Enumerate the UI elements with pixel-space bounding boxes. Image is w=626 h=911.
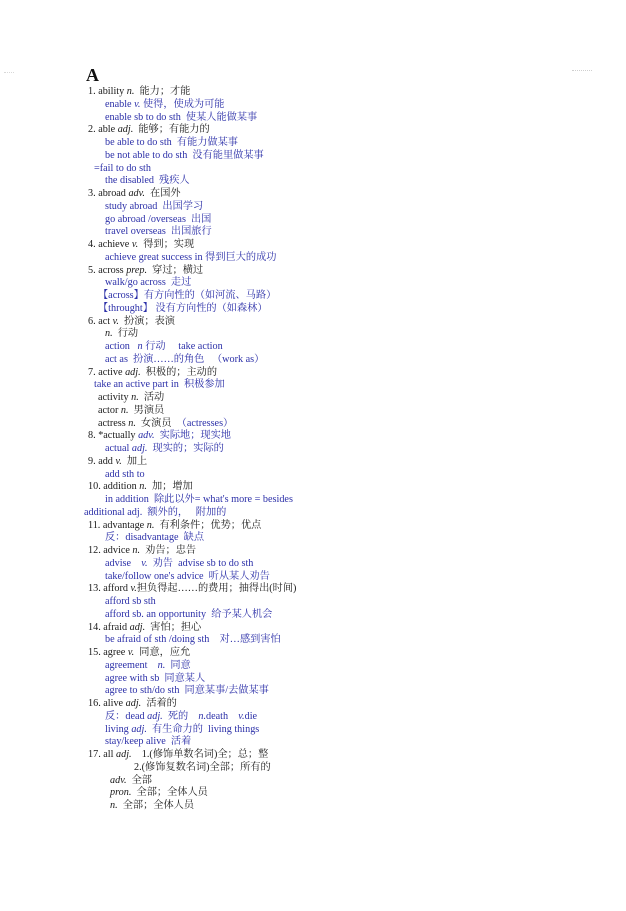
entry-headword-line <box>86 545 606 558</box>
entry-text: 积极的；主动的 <box>140 366 218 378</box>
entry-text: 【throught】 没有方向性的（如森林） <box>98 302 268 314</box>
entry-detail-line <box>86 736 606 749</box>
entry-list <box>86 86 606 813</box>
entry-detail-line <box>86 685 606 698</box>
entry-detail-line <box>86 724 606 737</box>
entry-text: actress <box>98 417 129 429</box>
part-of-speech: n. <box>120 404 129 416</box>
entry-detail-line <box>86 762 606 775</box>
entry-detail-line <box>86 596 606 609</box>
entry-text: 11. advantage <box>88 519 147 531</box>
entry-text: 1.(修饰单数名词)全；总；整 <box>131 749 269 760</box>
entry-detail-line <box>86 175 606 188</box>
entry-text: 在国外 <box>144 188 181 199</box>
entry-text: action <box>105 341 138 352</box>
entry-text: 15. agree <box>88 647 128 658</box>
entry-detail-line <box>86 673 606 686</box>
entry-text: advise <box>105 557 142 569</box>
entry-detail-line <box>86 800 606 813</box>
entry-text: enable <box>105 98 135 110</box>
entry-text: 8. *actually <box>88 430 139 442</box>
entry-text: be afraid of sth /doing sth 对…感到害怕 <box>105 634 281 646</box>
entry-text: activity <box>98 392 132 403</box>
entry-text: take an active part in 积极参加 <box>94 379 225 391</box>
entry-detail-line <box>86 532 606 545</box>
part-of-speech: pron. <box>110 787 132 799</box>
entry-detail-line <box>86 775 606 788</box>
entry-text: 穿过；横过 <box>147 264 204 276</box>
part-of-speech: adv. <box>110 774 127 786</box>
entry-text: act as 扮演……的角色 （work as） <box>105 353 265 365</box>
entry-headword-line <box>86 188 606 201</box>
scan-mark-left <box>4 72 14 75</box>
entry-text: 扮演；表演 <box>118 315 175 327</box>
entry-detail-line <box>86 163 606 176</box>
entry-detail-line <box>86 469 606 482</box>
entry-text: 2.(修饰复数名词)全部；所有的 <box>134 761 271 773</box>
entry-headword-line <box>86 749 606 762</box>
entry-text: 担负得起……的费用；抽得出(时间) <box>136 583 297 595</box>
entry-text: 17. all <box>88 749 117 760</box>
entry-text: 使得，使成为可能 <box>140 98 225 110</box>
entry-detail-line <box>86 137 606 150</box>
entry-headword-line <box>86 239 606 252</box>
part-of-speech: adj. <box>147 710 163 722</box>
part-of-speech: n. <box>146 519 155 531</box>
entry-detail-line <box>86 303 606 316</box>
entry-text: 女演员 <box>135 417 177 429</box>
part-of-speech: adv. <box>138 430 155 442</box>
entry-text: the disabled 残疾人 <box>105 175 190 187</box>
entry-text: 全部；全体人员 <box>117 800 195 811</box>
entry-detail-line <box>86 711 606 724</box>
entry-text: add sth to <box>105 468 145 480</box>
entry-text: 12. advice <box>88 545 133 556</box>
entry-text: 14. afraid <box>88 621 130 633</box>
part-of-speech: v. <box>130 583 137 595</box>
entry-headword-line <box>86 520 606 533</box>
entry-headword-line <box>86 583 606 596</box>
part-of-speech: n. <box>198 710 207 722</box>
entry-text: 6. act <box>88 315 113 327</box>
entry-text: 全部；全体人员 <box>131 787 208 799</box>
part-of-speech: adj. <box>125 366 141 378</box>
entry-text: enable sb to do sth 使某人能做某事 <box>105 111 258 123</box>
entry-text: take/follow one's advice 听从某人劝告 <box>105 570 270 582</box>
part-of-speech: v. <box>134 98 141 110</box>
part-of-speech: v. <box>238 710 245 722</box>
entry-detail-line <box>86 290 606 303</box>
entry-text: 全部 <box>126 774 152 786</box>
entry-text: 行动 take action <box>142 341 223 352</box>
entry-detail-line <box>86 328 606 341</box>
part-of-speech: prep. <box>126 264 148 276</box>
entry-text: 现实的；实际的 <box>147 443 224 454</box>
part-of-speech: n <box>137 341 143 352</box>
entry-headword-line <box>86 86 606 99</box>
section-letter-heading: A <box>86 65 99 85</box>
entry-headword-line <box>86 481 606 494</box>
entry-headword-line <box>86 622 606 635</box>
entry-detail-line <box>86 443 606 456</box>
entry-detail-line <box>86 379 606 392</box>
part-of-speech: adj. <box>131 443 148 454</box>
entry-text: 劝告；忠告 <box>140 545 197 556</box>
entry-text: actor <box>98 404 121 416</box>
entry-headword-line <box>86 367 606 380</box>
entry-text: 有生命力的 living things <box>146 723 260 735</box>
entry-detail-line <box>86 112 606 125</box>
entry-text: death <box>206 710 239 722</box>
entry-text: agreement <box>105 659 158 671</box>
vocabulary-page <box>86 64 606 813</box>
part-of-speech: adj. <box>117 124 134 136</box>
entry-detail-line <box>86 252 606 265</box>
entry-detail-line <box>86 571 606 584</box>
part-of-speech: n. <box>105 328 113 340</box>
part-of-speech: v. <box>112 315 119 327</box>
entry-text: 加；增加 <box>146 481 193 493</box>
part-of-speech: n. <box>157 659 166 671</box>
entry-text: achieve great success in 得到巨大的成功 <box>105 251 277 263</box>
entry-text: go abroad /overseas 出国 <box>105 213 212 225</box>
part-of-speech: v. <box>131 239 139 250</box>
entry-text: stay/keep alive 活着 <box>105 736 192 748</box>
entry-text: 男演员 <box>128 404 165 416</box>
entry-text: study abroad 出国学习 <box>105 200 204 212</box>
entry-text: 害怕；担心 <box>145 621 202 633</box>
entry-detail-line <box>86 354 606 367</box>
entry-text: 【across】有方向性的（如河流、马路） <box>98 290 277 301</box>
entry-detail-line <box>86 341 606 354</box>
entry-text: additional adj. 额外的， 附加的 <box>84 506 227 518</box>
entry-text: 同意 <box>165 659 191 671</box>
entry-text: 反：disadvantage 缺点 <box>105 532 205 544</box>
entry-text: afford sb. an opportunity 给予某人机会 <box>105 608 273 620</box>
part-of-speech: adj. <box>129 621 146 633</box>
entry-detail-line <box>86 634 606 647</box>
entry-text: in addition 除此以外= what's more = besides <box>105 494 293 505</box>
entry-text: die <box>244 710 258 722</box>
entry-text: 16. alive <box>88 698 126 709</box>
entry-detail-line <box>86 150 606 163</box>
entry-headword-line <box>86 698 606 711</box>
entry-text: 能够；有能力的 <box>133 124 210 136</box>
part-of-speech: n. <box>139 481 147 493</box>
entry-text: =fail to do sth <box>94 162 151 174</box>
part-of-speech: v. <box>141 557 148 569</box>
entry-text: 实际地；现实地 <box>154 430 231 442</box>
entry-detail-line <box>86 214 606 227</box>
entry-detail-line <box>86 405 606 418</box>
entry-headword-line <box>86 430 606 443</box>
entry-detail-line <box>86 558 606 571</box>
entry-text: 得到；实现 <box>138 239 195 250</box>
entry-detail-line <box>86 660 606 673</box>
entry-text: actual <box>105 443 132 454</box>
part-of-speech: n. <box>126 86 135 97</box>
entry-text: 10. addition <box>88 481 140 493</box>
entry-text: 反：dead <box>105 710 148 722</box>
entry-detail-line <box>86 277 606 290</box>
entry-text: agree with sb 同意某人 <box>105 672 206 684</box>
entry-text: 9. add <box>88 455 116 467</box>
entry-detail-line <box>84 507 606 520</box>
entry-text: be not able to do sth 没有能里做某事 <box>105 149 264 161</box>
entry-detail-line <box>86 201 606 214</box>
entry-headword-line <box>86 265 606 278</box>
entry-headword-line <box>86 124 606 137</box>
entry-text: 7. active <box>88 366 126 378</box>
part-of-speech: n. <box>128 417 136 429</box>
part-of-speech: v. <box>115 455 122 467</box>
entry-text: 2. able <box>88 124 118 136</box>
entry-text: 能力；才能 <box>134 86 191 97</box>
part-of-speech: n. <box>131 392 139 403</box>
entry-detail-line <box>86 392 606 405</box>
entry-text: afford sb sth <box>105 596 156 607</box>
part-of-speech: v. <box>127 647 135 658</box>
entry-detail-line <box>86 494 606 507</box>
entry-text: 死的 <box>162 710 199 722</box>
entry-headword-line <box>86 647 606 660</box>
entry-text: 13. afford <box>88 583 131 595</box>
entry-text: travel overseas 出国旅行 <box>105 226 212 238</box>
entry-detail-line <box>86 226 606 239</box>
entry-text: 活着的 <box>141 698 177 709</box>
entry-text: walk/go across 走过 <box>105 277 192 289</box>
entry-detail-line <box>86 609 606 622</box>
entry-text: 3. abroad <box>88 188 129 199</box>
entry-headword-line <box>86 316 606 329</box>
entry-text: 加上 <box>121 455 148 467</box>
entry-detail-line <box>86 418 606 431</box>
entry-text: （actresses） <box>176 417 234 429</box>
entry-detail-line <box>86 787 606 800</box>
entry-text: 1. ability <box>88 86 127 97</box>
part-of-speech: adj. <box>125 698 142 709</box>
entry-text: be able to do sth 有能力做某事 <box>105 137 238 148</box>
entry-text: 4. achieve <box>88 239 132 250</box>
part-of-speech: n. <box>132 545 141 556</box>
part-of-speech: adj. <box>116 749 132 760</box>
entry-text: 行动 <box>112 328 139 340</box>
part-of-speech: adj. <box>131 723 147 735</box>
entry-text: 劝告 advise sb to do sth <box>147 557 254 569</box>
entry-text: 活动 <box>138 392 165 403</box>
part-of-speech: adv. <box>128 188 145 199</box>
entry-headword-line <box>86 456 606 469</box>
entry-detail-line <box>86 99 606 112</box>
entry-text: 5. across <box>88 264 127 276</box>
entry-text: agree to sth/do sth 同意某事/去做某事 <box>105 685 269 697</box>
entry-text: 有利条件；优势；优点 <box>154 519 262 531</box>
part-of-speech: n. <box>110 800 118 811</box>
entry-text: living <box>105 723 132 735</box>
entry-text: 同意，应允 <box>134 647 191 658</box>
